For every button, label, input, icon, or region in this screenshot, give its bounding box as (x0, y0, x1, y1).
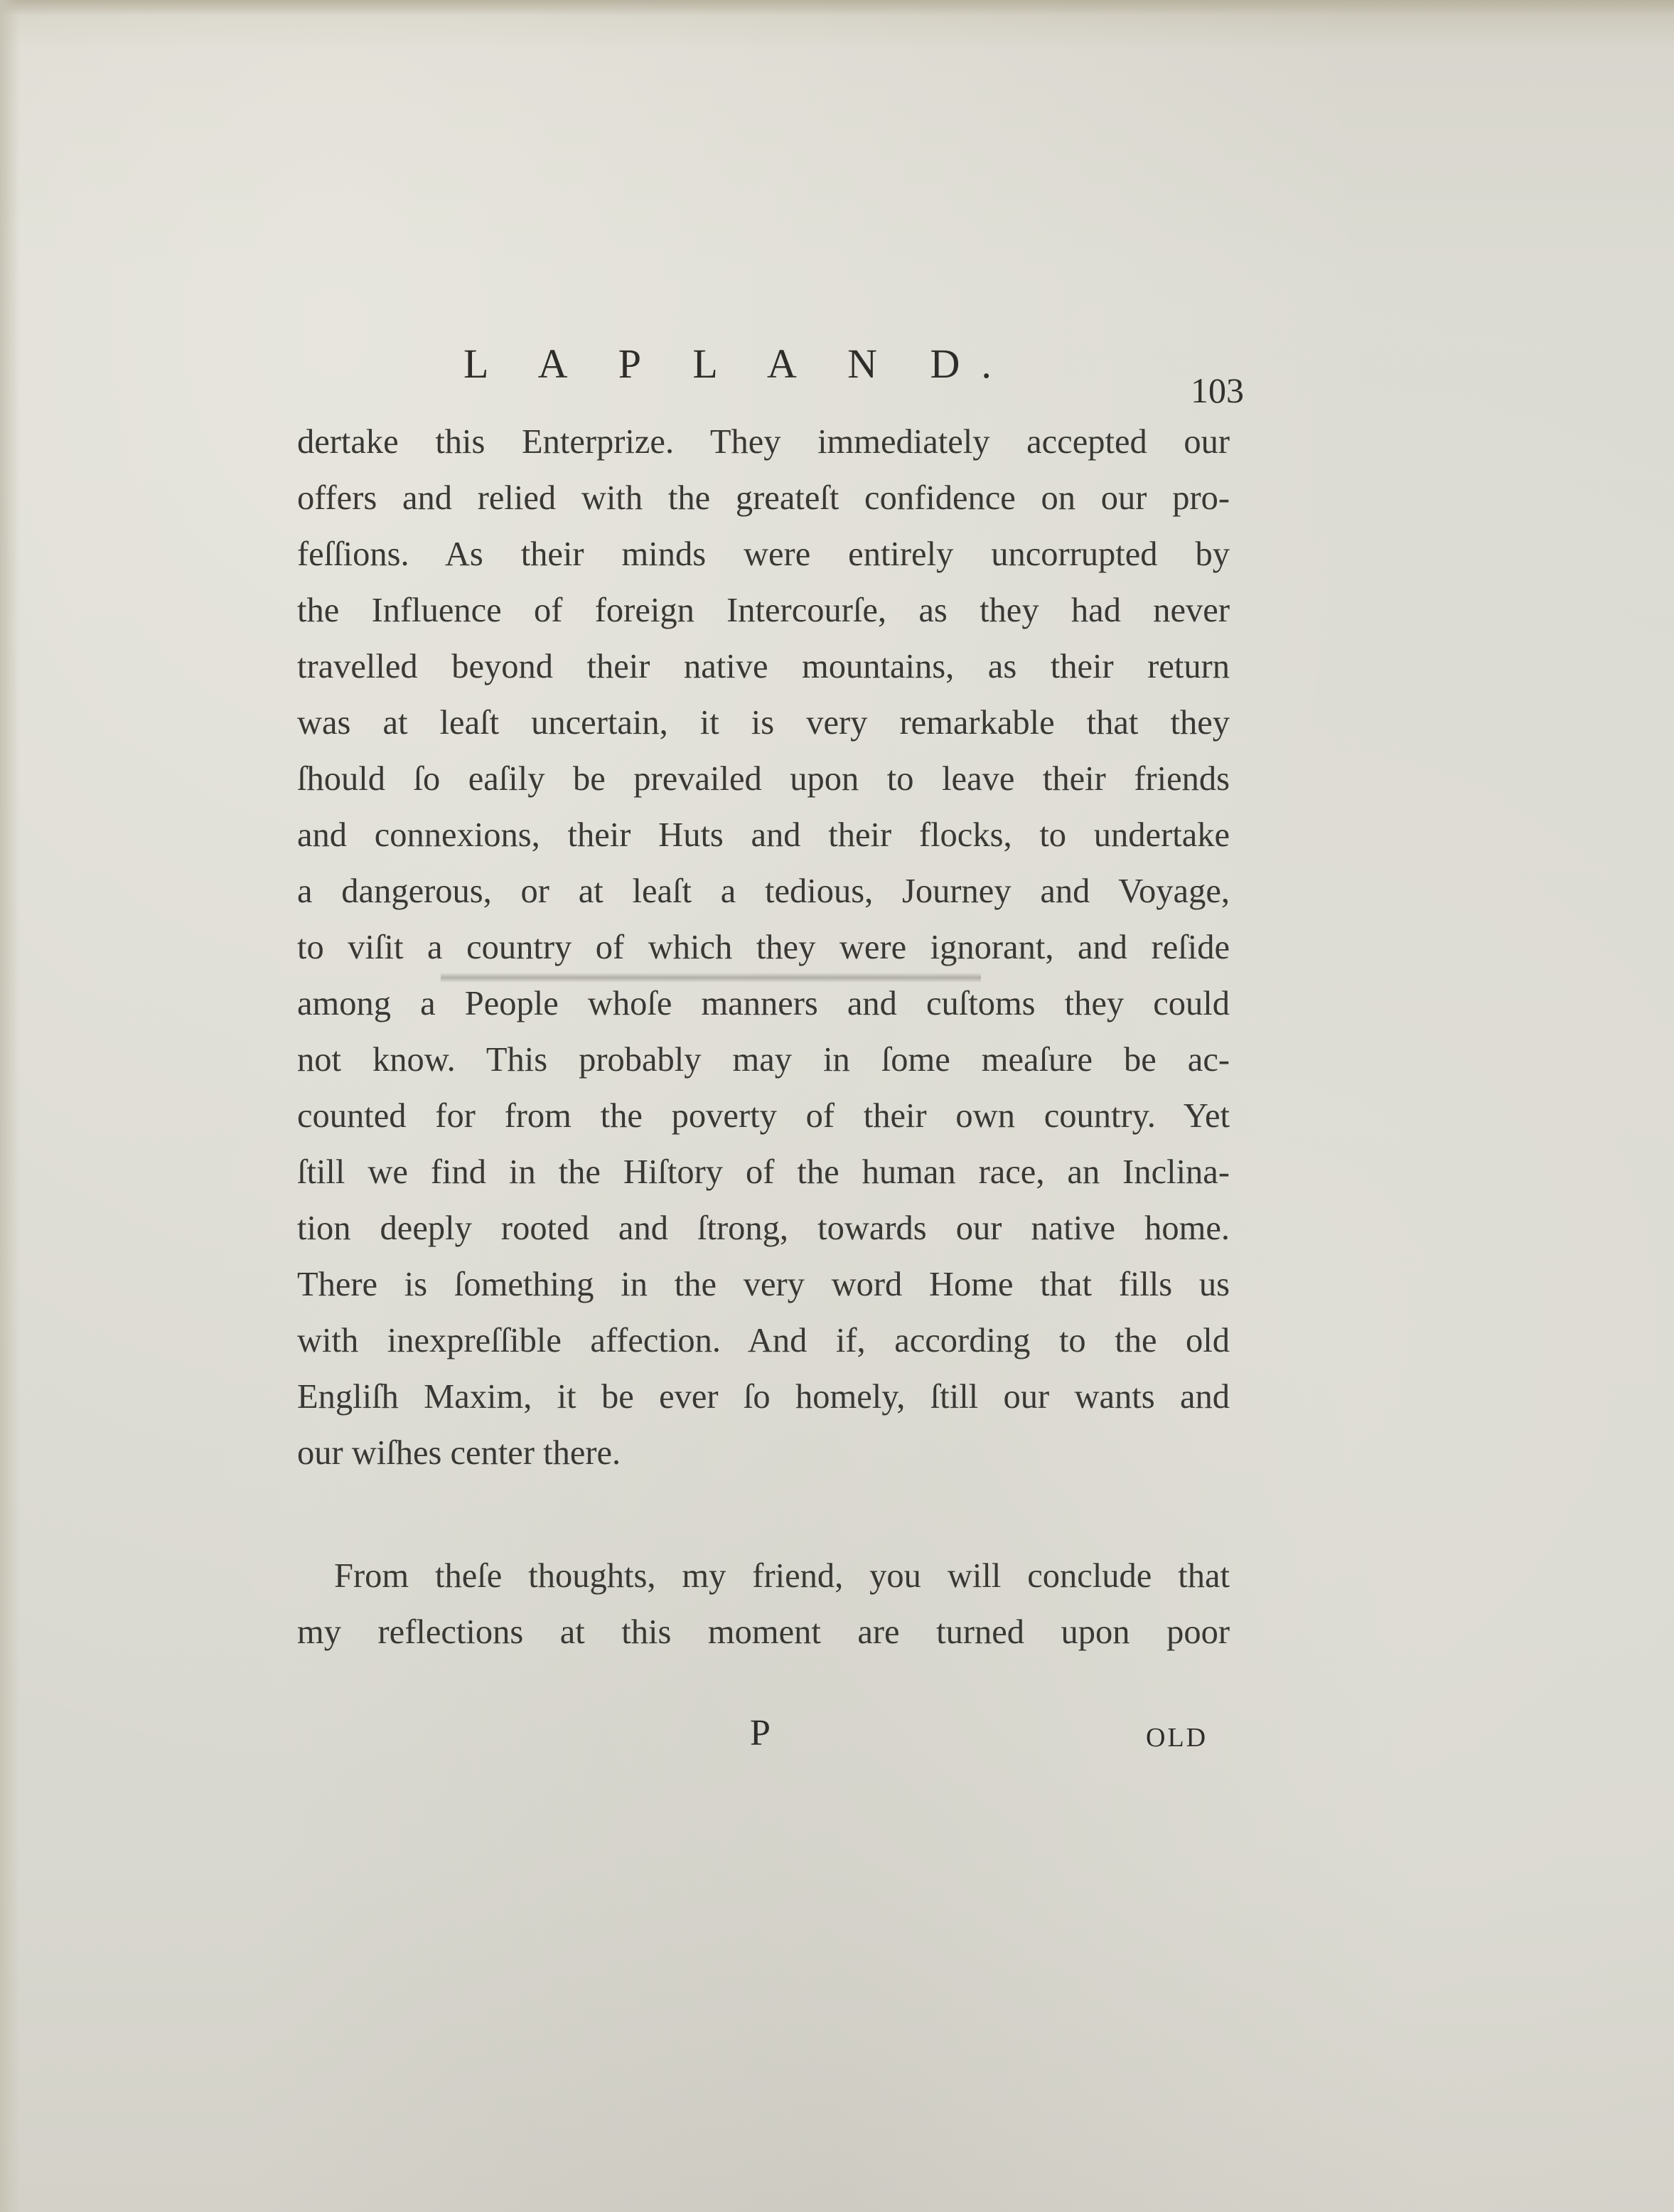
text-line: was at leaſt uncertain, it is very remarkable that they (297, 704, 1230, 742)
running-head (299, 340, 1244, 410)
text-line: travelled beyond their native mountains, as their return (297, 648, 1230, 685)
text-line: counted for from the poverty of their own country. Yet (297, 1097, 1230, 1135)
text-line: tion deeply rooted and ſtrong, towards our native home. (297, 1209, 1230, 1247)
text-line: offers and relied with the greateſt confidence on our pro- (297, 479, 1230, 517)
text-line: ſhould ſo eaſily be prevailed upon to leave their friends (297, 760, 1230, 798)
text-line: not know. This probably may in ſome meaſure be ac- (297, 1041, 1230, 1079)
text-line: Engliſh Maxim, it be ever ſo homely, ſtill our wants and (297, 1378, 1230, 1416)
body-text (297, 420, 1230, 1699)
text-line: to viſit a country of which they were ignorant, and reſide (297, 929, 1230, 966)
text-line: dertake this Enterprize. They immediately accepted our (297, 423, 1230, 461)
text-line: among a People whoſe manners and cuſtoms they could (297, 985, 1230, 1022)
page-top-edge (0, 0, 1674, 16)
catchword: OLD (1146, 1723, 1208, 1753)
text-line: ſtill we find in the Hiſtory of the human race, an Inclina- (297, 1153, 1230, 1191)
text-line: with inexpreſſible affection. And if, according to the old (297, 1322, 1230, 1359)
text-line: my reflections at this moment are turned upon poor (297, 1613, 1230, 1651)
text-line: a dangerous, or at leaſt a tedious, Journey and Voyage, (297, 872, 1230, 910)
text-line: feſſions. As their minds were entirely uncorrupted by (297, 535, 1230, 573)
text-line: our wiſhes center there. (297, 1434, 621, 1472)
page-left-edge (0, 0, 20, 2212)
page-number: 103 (1191, 370, 1244, 410)
running-title: L A P L A N D. (463, 341, 1013, 387)
text-line: From theſe thoughts, my friend, you will conclude that (334, 1557, 1230, 1595)
text-line: There is ſomething in the very word Home that fills us (297, 1266, 1230, 1303)
text-line: and connexions, their Huts and their flocks, to undertake (297, 816, 1230, 854)
signature-mark: P (750, 1713, 771, 1753)
text-line: the Influence of foreign Intercourſe, as they had never (297, 592, 1230, 629)
